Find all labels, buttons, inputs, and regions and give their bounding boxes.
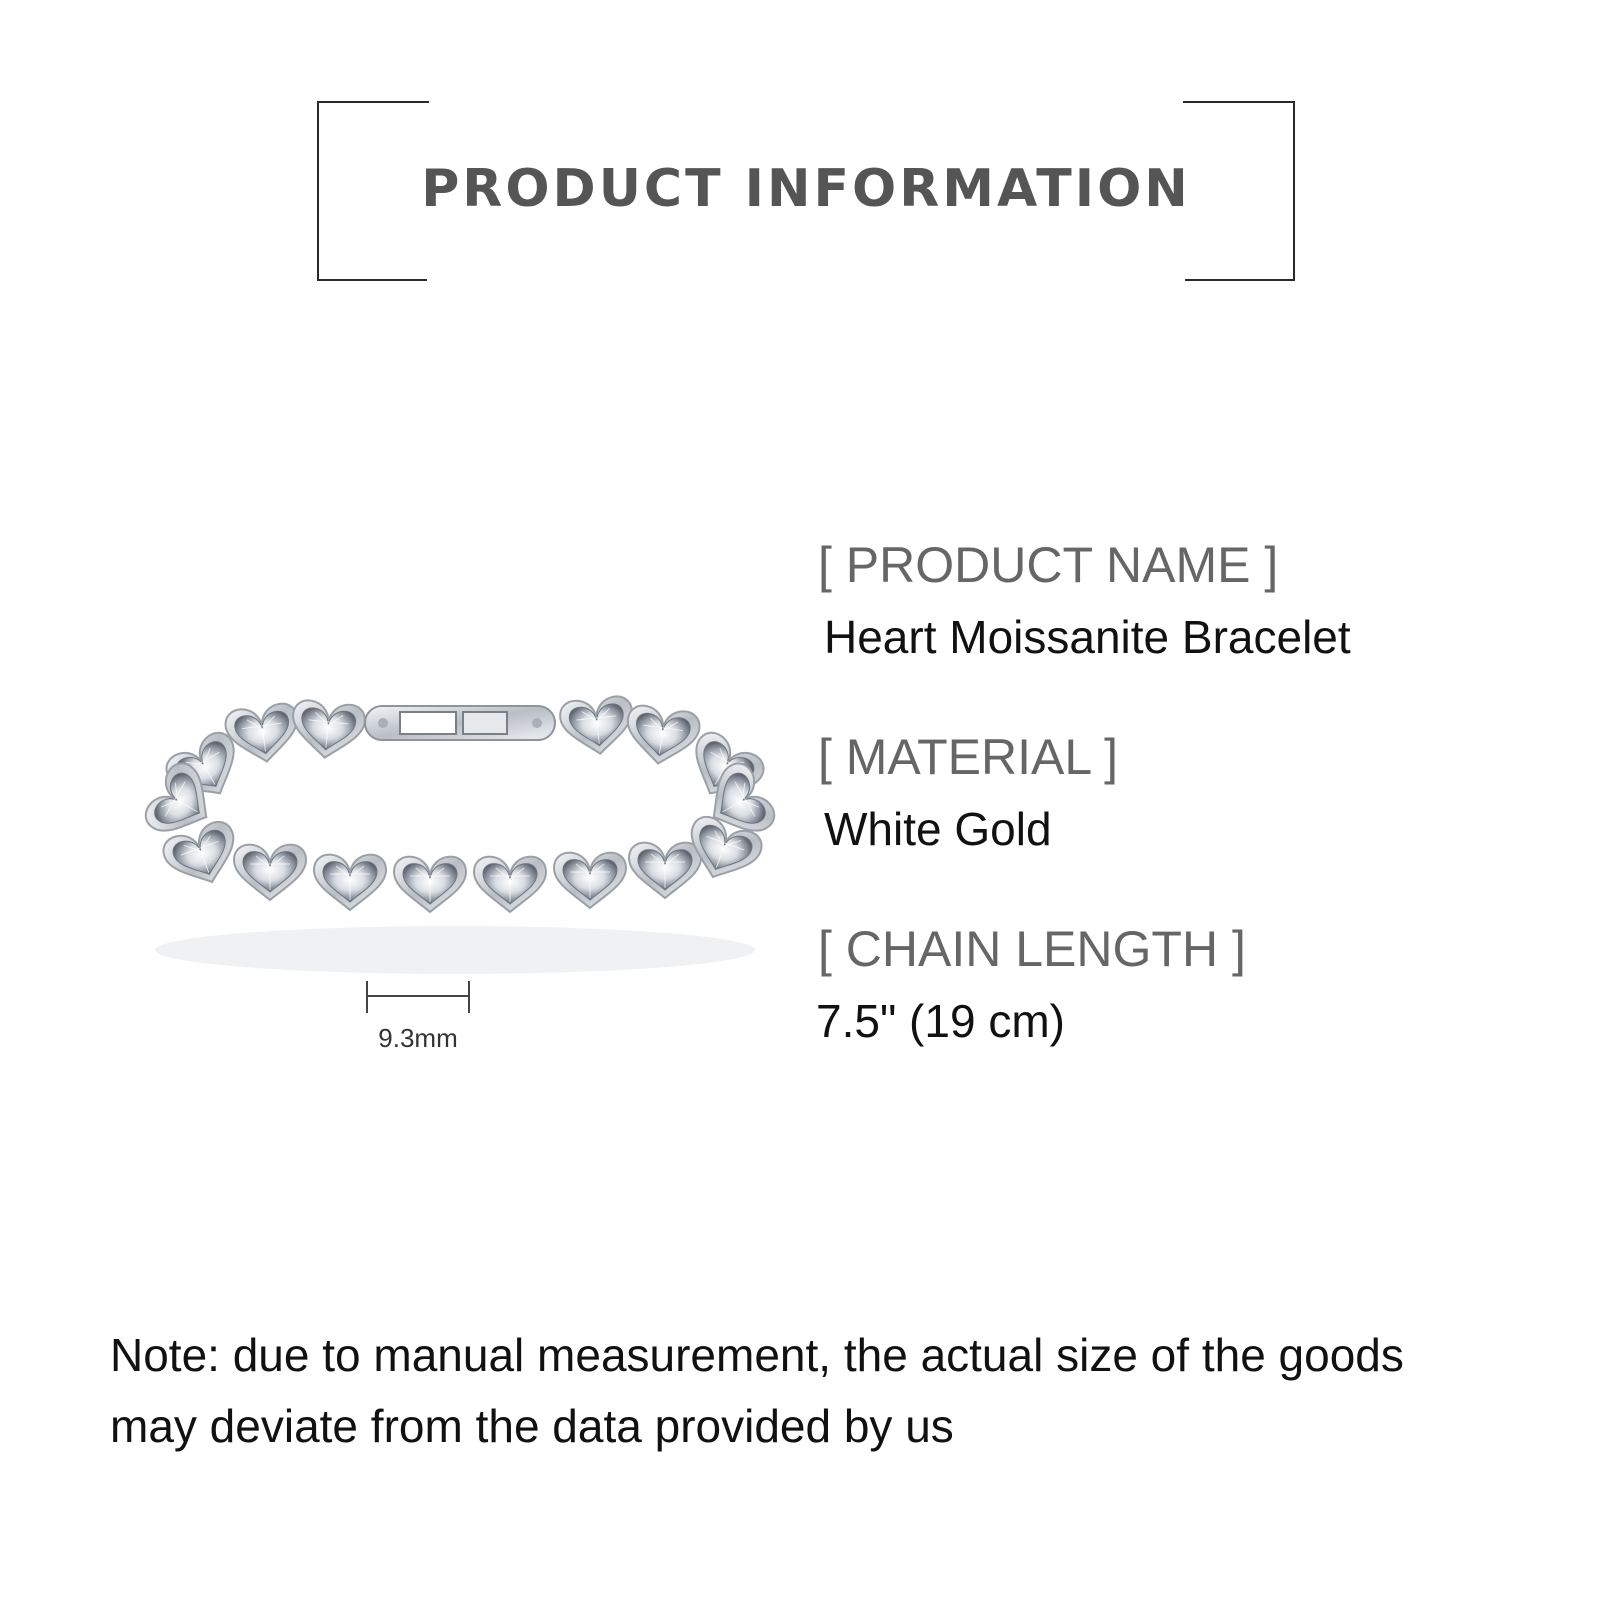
chain-length-heading: [ CHAIN LENGTH ]: [818, 921, 1246, 977]
note-line-1: Note: due to manual measurement, the actual size of the goods: [110, 1329, 1404, 1381]
bracelet-image: [125, 680, 805, 1000]
product-info-panel: [818, 535, 1558, 1111]
page-title: PRODUCT INFORMATION: [421, 159, 1191, 219]
measure-tick-left: [366, 981, 368, 1013]
info-block-chain-length: [818, 919, 1558, 1049]
header-frame: [317, 101, 1295, 281]
measurement-label: 9.3mm: [378, 1023, 458, 1053]
clasp-icon: [365, 706, 555, 740]
width-measurement: [366, 981, 470, 1051]
measure-tick-right: [468, 981, 470, 1013]
product-name-value: Heart Moissanite Bracelet: [824, 611, 1351, 663]
product-name-heading: [ PRODUCT NAME ]: [818, 537, 1279, 593]
bracelet-illustration: [125, 680, 805, 1000]
info-block-material: [818, 727, 1558, 857]
chain-length-value: 7.5" (19 cm): [816, 995, 1065, 1047]
material-heading: [ MATERIAL ]: [818, 729, 1119, 785]
measure-bar: [366, 995, 470, 997]
frame-corner-bottom-right: [1185, 278, 1295, 281]
info-block-product-name: [818, 535, 1558, 665]
measurement-note: [110, 1320, 1530, 1462]
note-line-2: may deviate from the data provided by us: [110, 1400, 954, 1452]
material-value: White Gold: [824, 803, 1052, 855]
frame-corner-bottom-left: [317, 278, 427, 281]
